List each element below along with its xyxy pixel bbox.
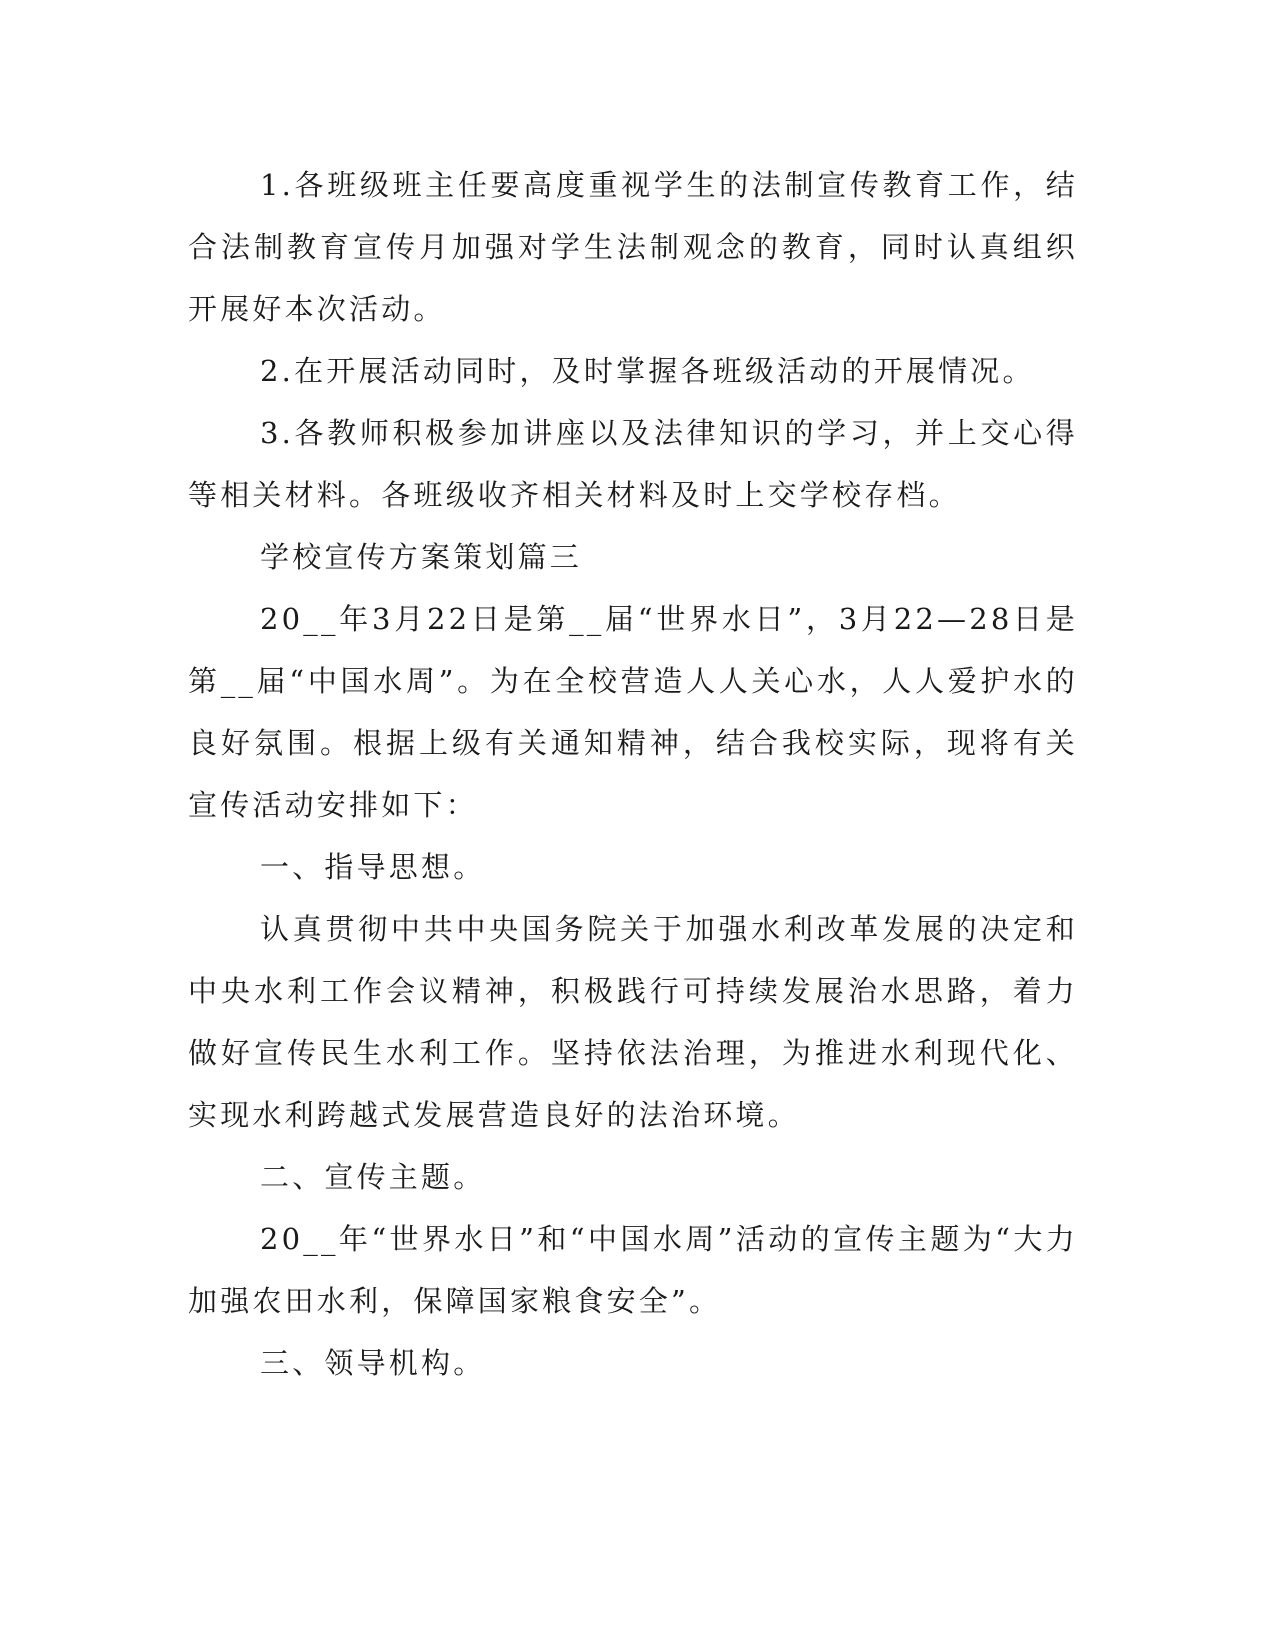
document-body xyxy=(188,154,1078,1394)
paragraph-publicity-theme: 20__年“世界水日”和“中国水周”活动的宣传主题为“大力加强农田水利，保障国家粮食安全”。 xyxy=(188,1222,1078,1318)
paragraph-item-3-teacher-materials: 3.各教师积极参加讲座以及法律知识的学习，并上交心得等相关材料。各班级收齐相关材料及时上交学校存档。 xyxy=(188,416,1078,512)
heading-publicity-theme: 二、宣传主题。 xyxy=(260,1160,486,1194)
paragraph-item-2-monitor-activities: 2.在开展活动同时，及时掌握各班级活动的开展情况。 xyxy=(260,354,1035,388)
paragraph-item-1-class-teachers: 1.各班级班主任要高度重视学生的法制宣传教育工作，结合法制教育宣传月加强对学生法制观念的教育，同时认真组织开展好本次活动。 xyxy=(188,168,1078,326)
paragraph-guiding-ideology: 认真贯彻中共中央国务院关于加强水利改革发展的决定和中央水利工作会议精神，积极践行可持续发展治水思路，着力做好宣传民生水利工作。坚持依法治理，为推进水利现代化、实现水利跨越式发展营造良好的法治环境。 xyxy=(188,912,1078,1132)
section-title-plan-three: 学校宣传方案策划篇三 xyxy=(260,540,583,574)
heading-leadership-body: 三、领导机构。 xyxy=(260,1346,486,1380)
paragraph-world-water-day-intro: 20__年3月22日是第__届“世界水日”，3月22—28日是第__届“中国水周”。为在全校营造人人关心水，人人爱护水的良好氛围。根据上级有关通知精神，结合我校实际，现将有关宣传活动安排如下： xyxy=(188,602,1078,822)
heading-guiding-ideology: 一、指导思想。 xyxy=(260,850,486,884)
